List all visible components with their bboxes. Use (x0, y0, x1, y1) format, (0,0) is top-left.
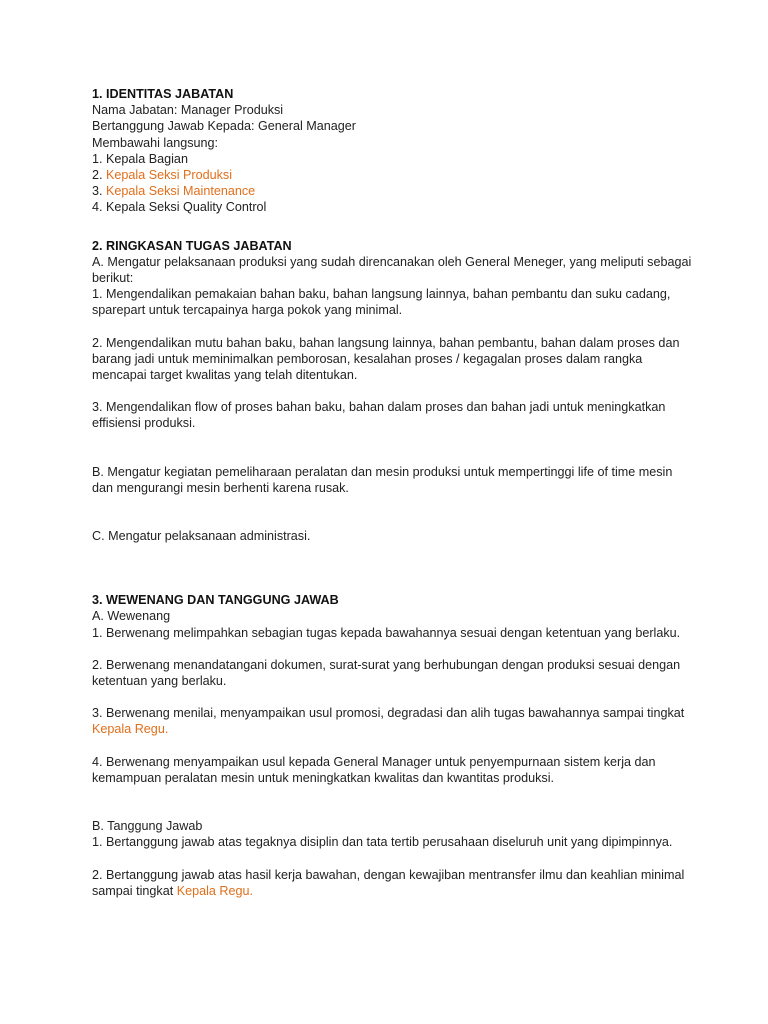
reports-to-line: Bertanggung Jawab Kepada: General Manager (92, 119, 356, 134)
subordinate-link[interactable]: Kepala Seksi Maintenance (106, 184, 256, 199)
subsection-title: B. Tanggung Jawab (92, 819, 203, 834)
document-page (92, 86, 692, 899)
paragraph: 3. Mengendalikan flow of proses bahan baku, bahan dalam proses dan bahan jadi untuk meningkatkan effisiensi produksi. (92, 400, 666, 431)
kepala-regu-link[interactable]: Kepala Regu. (176, 883, 254, 898)
paragraph: 2. Berwenang menandatangani dokumen, surat-surat yang berhubungan dengan produksi sesuai dengan ketentuan yang berlaku. (92, 657, 681, 689)
paragraph: C. Mengatur pelaksanaan administrasi. (92, 529, 311, 544)
paragraph: 1. Mengendalikan pemakaian bahan baku, bahan langsung lainnya, bahan pembantu dan suku cadang, sparepart untuk tercapainya harga pokok yang minimal. (92, 287, 671, 318)
subordinate-item: 3. Kepala Seksi Maintenance (92, 184, 256, 199)
subsection-title: A. Wewenang (92, 609, 171, 624)
subordinate-item: 2. Kepala Seksi Produksi (92, 168, 233, 183)
paragraph: 3. Berwenang menilai, menyampaikan usul promosi, degradasi dan alih tugas bawahannya sampai tingkat Kepala Regu. (92, 706, 685, 737)
subordinates-label: Membawahi langsung: (92, 135, 219, 150)
paragraph: A. Mengatur pelaksanaan produksi yang sudah direncanakan oleh General Meneger, yang meliputi sebagai berikut: (92, 254, 692, 286)
paragraph: 2. Mengendalikan mutu bahan baku, bahan langsung lainnya, bahan pembantu, bahan dalam proses dan barang jadi untuk meminimalkan pemborosan, kesalahan proses / kegagalan proses dalam rangka mencapai target kwalitas yang telah ditentukan. (92, 335, 680, 383)
paragraph: 2. Bertanggung jawab atas hasil kerja bawahan, dengan kewajiban mentransfer ilmu dan keahlian minimal sampai tingkat Kepala Regu. (92, 867, 685, 898)
subordinate-item: 1. Kepala Bagian (92, 151, 188, 166)
kepala-regu-link[interactable]: Kepala Regu. (92, 722, 169, 737)
paragraph: B. Mengatur kegiatan pemeliharaan peralatan dan mesin produksi untuk mempertinggi life of time mesin dan mengurangi mesin berhenti karena rusak. (92, 464, 673, 495)
job-title-line: Nama Jabatan: Manager Produksi (92, 103, 284, 118)
subordinate-item: 4. Kepala Seksi Quality Control (92, 200, 267, 215)
section-heading: 3. WEWENANG DAN TANGGUNG JAWAB (92, 593, 339, 608)
paragraph: 1. Bertanggung jawab atas tegaknya disiplin dan tata tertib perusahaan diseluruh unit yang dipimpinnya. (92, 835, 673, 850)
section-heading: 2. RINGKASAN TUGAS JABATAN (92, 238, 292, 253)
paragraph: 1. Berwenang melimpahkan sebagian tugas kepada bawahannya sesuai dengan ketentuan yang berlaku. (92, 625, 681, 640)
subordinate-link[interactable]: Kepala Seksi Produksi (106, 168, 233, 183)
section-heading: 1. IDENTITAS JABATAN (92, 87, 234, 101)
paragraph: 4. Berwenang menyampaikan usul kepada General Manager untuk penyempurnaan sistem kerja dan kemampuan peralatan mesin untuk meningkatkan kwalitas dan kwantitas produksi. (92, 754, 656, 785)
